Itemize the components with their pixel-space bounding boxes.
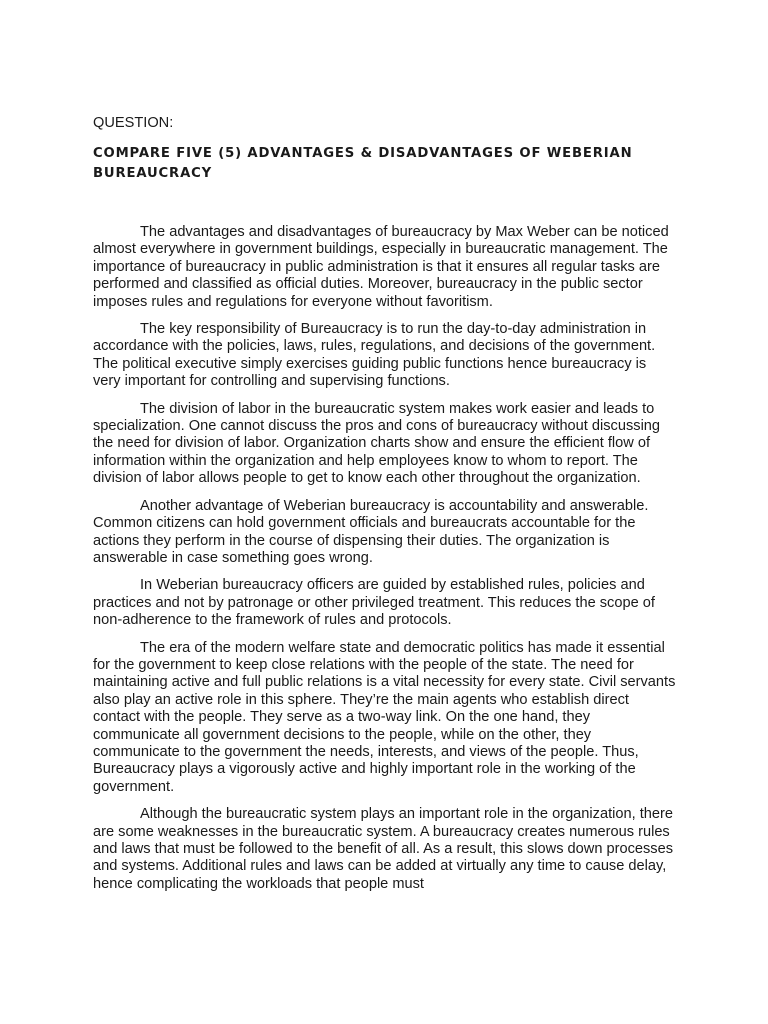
document-body xyxy=(93,114,676,903)
paragraph-responsibility: The key responsibility of Bureaucracy is to run the day-to-day administration in accordance with the policies, laws, rules, regulations, and decisions of the government. The political executive simply exercises guiding public functions hence bureaucracy is very important for controlling and supervising functions. xyxy=(93,321,656,390)
paragraph-weaknesses: Although the bureaucratic system plays an important role in the organization, there are some weaknesses in the bureaucratic system. A bureaucracy creates numerous rules and laws that must be followed to the benefit of all. As a result, this slows down processes and systems. Additional rules and laws can be added at virtually any time to cause delay, hence complicating the workloads that people must xyxy=(93,806,674,892)
paragraph-division-of-labor: The division of labor in the bureaucratic system makes work easier and leads to specialization. One cannot discuss the pros and cons of bureaucracy without discussing the need for division of labor. Organization charts show and ensure the efficient flow of information within the organization and help employees know to whom to report. The division of labor allows people to get to know each other throughout the organization. xyxy=(93,400,661,487)
paragraph-public-relations: The era of the modern welfare state and democratic politics has made it essential for the government to keep close relations with the people of the state. The need for maintaining active and full public relations is a vital necessity for every state. Civil servants also play an active role in this sphere. They’re the main agents who establish direct contact with the people. They serve as a two-way link. On the one hand, they communicate all government decisions to the people, while on the other, they communicate to the government the needs, interests, and views of the people. Thus, Bureaucracy plays a vigorously active and highly important role in the working of the government. xyxy=(93,639,676,795)
paragraph-accountability: Another advantage of Weberian bureaucracy is accountability and answerable. Common citizens can hold government officials and bureaucrats accountable for the actions they perform in the course of dispensing their duties. The organization is answerable in case something goes wrong. xyxy=(93,497,649,566)
paragraph-established-rules: In Weberian bureaucracy officers are guided by established rules, policies and practices and not by patronage or other privileged treatment. This reduces the scope of non-adherence to the framework of rules and protocols. xyxy=(93,577,655,629)
paragraph-intro: The advantages and disadvantages of bureaucracy by Max Weber can be noticed almost everywhere in government buildings, especially in bureaucratic management. The importance of bureaucracy in public administration is that it ensures all regular tasks are performed and classified as official duties. Moreover, bureaucracy in the public sector imposes rules and regulations for everyone without favoritism. xyxy=(93,224,669,310)
question-heading: COMPARE FIVE (5) ADVANTAGES & DISADVANTAGES OF WEBERIAN BUREAUCRACY xyxy=(93,146,633,181)
question-label: QUESTION: xyxy=(93,115,174,131)
